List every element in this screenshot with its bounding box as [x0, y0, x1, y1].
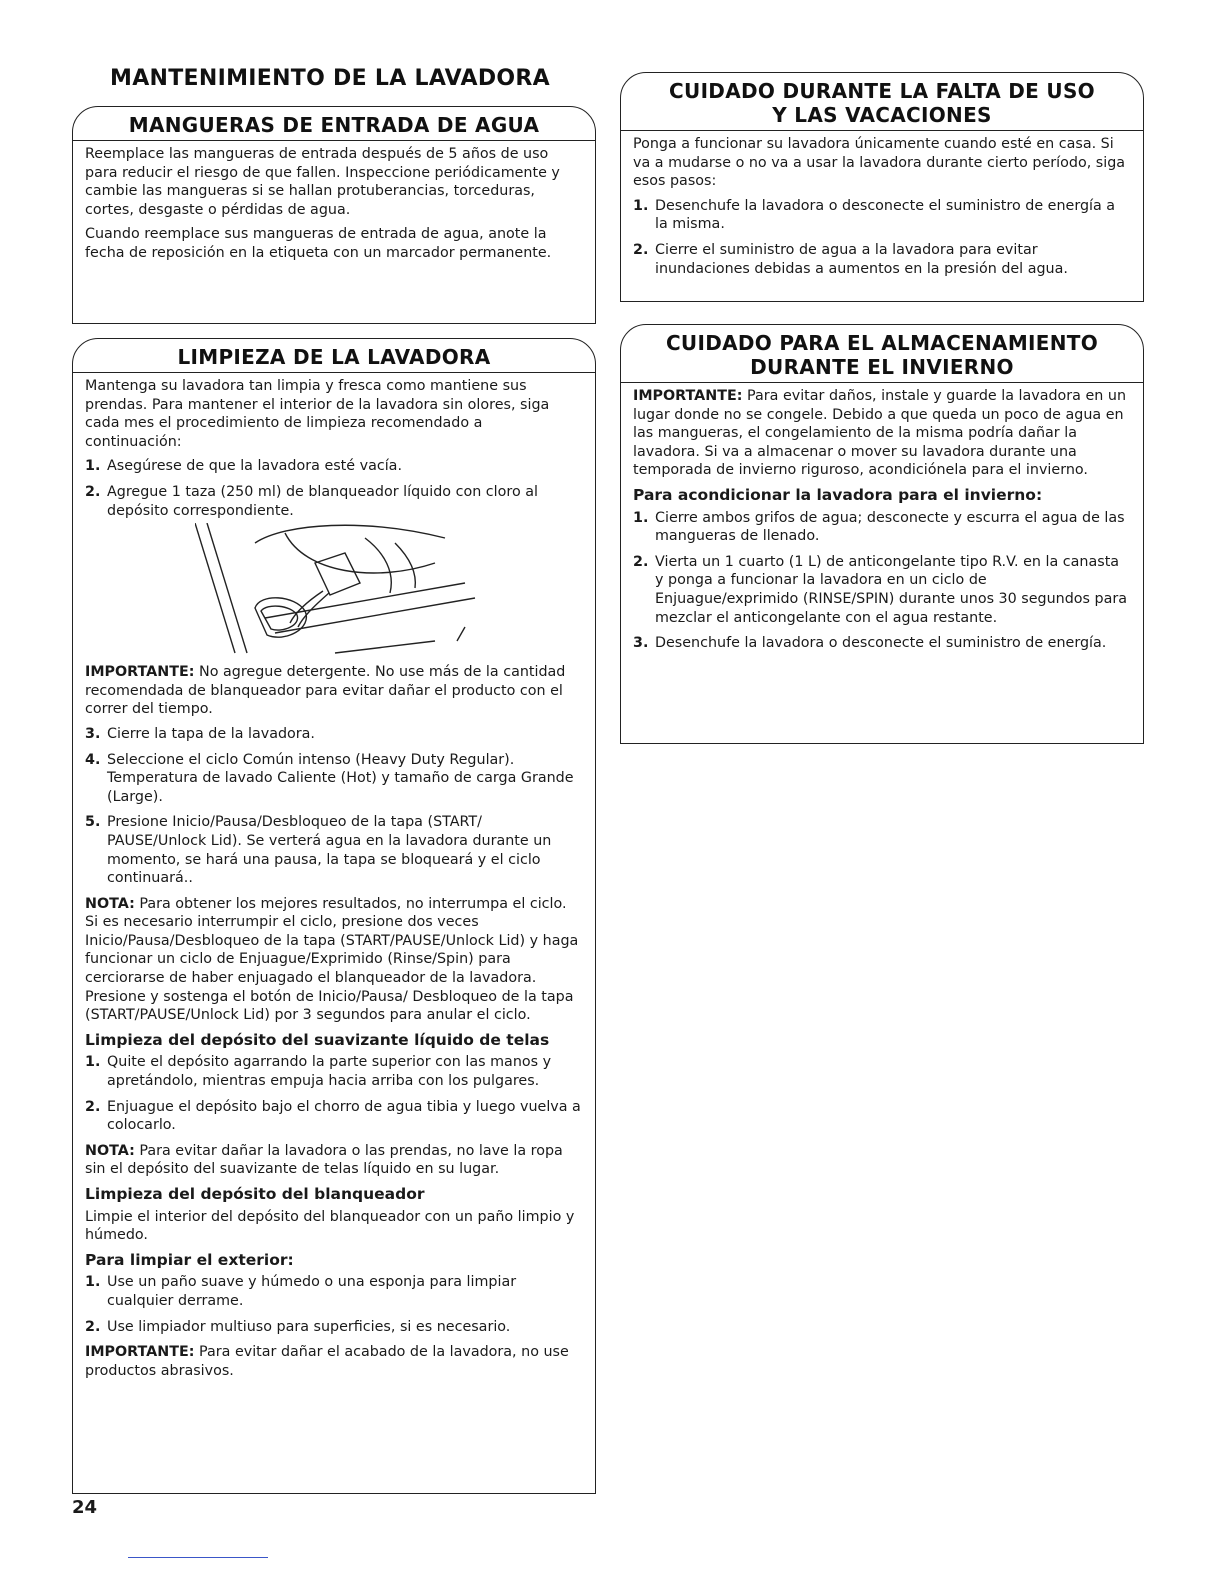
list-text: Cierre ambos grifos de agua; desconecte y escurra el agua de las mangueras de llenado. — [655, 509, 1125, 545]
paragraph: Mantenga su lavadora tan limpia y fresca como mantiene sus prendas. Para mantener el interior de la lavadora sin olores, siga cada mes el procedimiento de limpieza recomendado a continuación: — [85, 378, 550, 450]
list-number: 2. — [85, 1318, 101, 1335]
important-label: IMPORTANTE: — [85, 664, 195, 681]
list-item — [85, 1098, 583, 1135]
note — [85, 1142, 583, 1179]
list-number: 1. — [85, 1274, 101, 1291]
list-number: 3. — [85, 725, 101, 742]
list-text: Agregue 1 taza (250 ml) de blanqueador líquido con cloro al depósito correspondiente. — [107, 483, 538, 519]
subheading: Para limpiar el exterior: — [85, 1250, 294, 1269]
section-title: MANGUERAS DE ENTRADA DE AGUA — [73, 107, 595, 141]
list-item — [85, 751, 583, 807]
list-item — [85, 1318, 583, 1337]
subheading: Limpieza del depósito del suavizante líquido de telas — [85, 1030, 550, 1049]
list-text: Desenchufe la lavadora o desconecte el suministro de energía. — [655, 635, 1107, 652]
list-item — [85, 1273, 583, 1310]
section-vacation-care — [620, 72, 1144, 302]
list-number: 4. — [85, 751, 101, 768]
list-item — [633, 241, 1131, 278]
page-number: 24 — [72, 1497, 98, 1518]
important-label: IMPORTANTE: — [633, 388, 743, 404]
note-label: NOTA: — [85, 1142, 135, 1159]
note-label: NOTA: — [85, 895, 135, 912]
list-number: 2. — [85, 483, 101, 500]
note — [85, 895, 583, 1025]
list-text: Cierre la tapa de la lavadora. — [107, 725, 315, 742]
list-text: Quite el depósito agarrando la parte superior con las manos y apretándolo, mientras empuja hacia arriba con los pulgares. — [107, 1054, 552, 1090]
list-item — [85, 457, 583, 476]
important-note — [85, 1343, 583, 1380]
subheading: Para acondicionar la lavadora para el invierno: — [633, 485, 1043, 504]
page-title: MANTENIMIENTO DE LA LAVADORA — [110, 66, 550, 91]
section-title: CUIDADO DURANTE LA FALTA DE USO Y LAS VACACIONES — [621, 73, 1143, 131]
list-number: 5. — [85, 814, 101, 831]
list-text: Use limpiador multiuso para superficies, si es necesario. — [107, 1318, 511, 1335]
footer-rule — [128, 1557, 268, 1558]
list-item — [85, 725, 583, 744]
list-text: Use un paño suave y húmedo o una esponja para limpiar cualquier derrame. — [107, 1274, 517, 1309]
section-water-inlet-hoses — [72, 106, 596, 324]
list-text: Cierre el suministro de agua a la lavadora para evitar inundaciones debidas a aumentos en la presión del agua. — [655, 241, 1068, 277]
important-note — [85, 663, 583, 719]
important-text: No agregue detergente. No use más de la cantidad recomendada de blanqueador para evitar dañar el producto con el correr del tiempo. — [85, 664, 566, 718]
list-text: Presione Inicio/Pausa/Desbloqueo de la tapa (START/ PAUSE/Unlock Lid). Se verterá agua en la lavadora durante un momento, se hará una pausa, la tapa se bloqueará y el ciclo continuará.. — [107, 814, 552, 887]
section-washer-cleaning — [72, 338, 596, 1494]
list-text: Asegúrese de que la lavadora esté vacía. — [107, 458, 402, 475]
list-number: 1. — [85, 458, 101, 475]
list-item — [633, 509, 1131, 546]
list-number: 2. — [633, 553, 649, 570]
list-item — [85, 813, 583, 887]
section-winter-storage — [620, 324, 1144, 744]
list-text: Vierta un 1 cuarto (1 L) de anticongelante tipo R.V. en la canasta y ponga a funcionar la lavadora en un ciclo de Enjuague/exprimido (RINSE/SPIN) durante unos 30 segundos para mezclar el anticongelante con el agua restante. — [655, 553, 1128, 626]
paragraph: Ponga a funcionar su lavadora únicamente cuando esté en casa. Si va a mudarse o no va a usar la lavadora durante cierto período, siga esos pasos: — [633, 136, 1126, 190]
important-text: Para evitar dañar el acabado de la lavadora, no use productos abrasivos. — [85, 1344, 569, 1379]
list-number: 1. — [633, 509, 649, 526]
subheading: Limpieza del depósito del blanqueador — [85, 1185, 425, 1203]
list-text: Desenchufe la lavadora o desconecte el suministro de energía a la misma. — [655, 197, 1116, 233]
list-item — [85, 483, 583, 520]
section-title: CUIDADO PARA EL ALMACENAMIENTO DURANTE EL INVIERNO — [621, 325, 1143, 383]
list-number: 1. — [633, 197, 649, 214]
note-text: Para obtener los mejores resultados, no interrumpa el ciclo. Si es necesario interrumpir el ciclo, presione dos veces Inicio/Pausa/Desbloqueo de la tapa (START/PAUSE/Unlock Lid) y haga funcionar un ciclo de Enjuague/Exprimido (Rinse/Spin) para cerciorarse de haber enjuagado el blanqueador de la lavadora. Presione y sostenga el botón de Inicio/Pausa/ Desbloqueo de la tapa (START/PAUSE/Unlock Lid) por 3 segundos para anular el ciclo. — [85, 895, 579, 1024]
list-item — [633, 553, 1131, 627]
paragraph: Reemplace las mangueras de entrada después de 5 años de uso para reducir el riesgo de que fallen. Inspeccione periódicamente y cambie las mangueras si se hallan protuberancias, torceduras, cortes, desgaste o pérdidas de agua. — [85, 146, 560, 218]
paragraph: Limpie el interior del depósito del blanqueador con un paño limpio y húmedo. — [85, 1208, 575, 1244]
list-number: 1. — [85, 1054, 101, 1071]
list-text: Enjuague el depósito bajo el chorro de agua tibia y luego vuelva a colocarlo. — [107, 1098, 581, 1134]
list-text: Seleccione el ciclo Común intenso (Heavy Duty Regular). Temperatura de lavado Caliente (Hot) y tamaño de carga Grande (Large). — [107, 751, 574, 805]
list-number: 2. — [633, 241, 649, 258]
list-item — [85, 1053, 583, 1090]
section-title: LIMPIEZA DE LA LAVADORA — [73, 339, 595, 373]
important-note — [633, 387, 1131, 480]
list-item — [633, 634, 1131, 653]
paragraph: Cuando reemplace sus mangueras de entrada de agua, anote la fecha de reposición en la etiqueta con un marcador permanente. — [85, 226, 552, 261]
pouring-bleach-icon — [195, 523, 495, 663]
bleach-dispenser-illustration — [85, 523, 583, 663]
list-number: 3. — [633, 635, 649, 652]
important-label: IMPORTANTE: — [85, 1344, 195, 1361]
list-item — [633, 197, 1131, 234]
note-text: Para evitar dañar la lavadora o las prendas, no lave la ropa sin el depósito del suavizante de telas líquido en su lugar. — [85, 1142, 563, 1178]
important-text: Para evitar daños, instale y guarde la lavadora en un lugar donde no se congele. Debido a que queda un poco de agua en las mangueras, el congelamiento de la misma podría dañar la lavadora. Si va a almacenar o mover su lavadora durante una temporada de invierno riguroso, acondiciónela para el invierno. — [633, 388, 1127, 479]
list-number: 2. — [85, 1098, 101, 1115]
